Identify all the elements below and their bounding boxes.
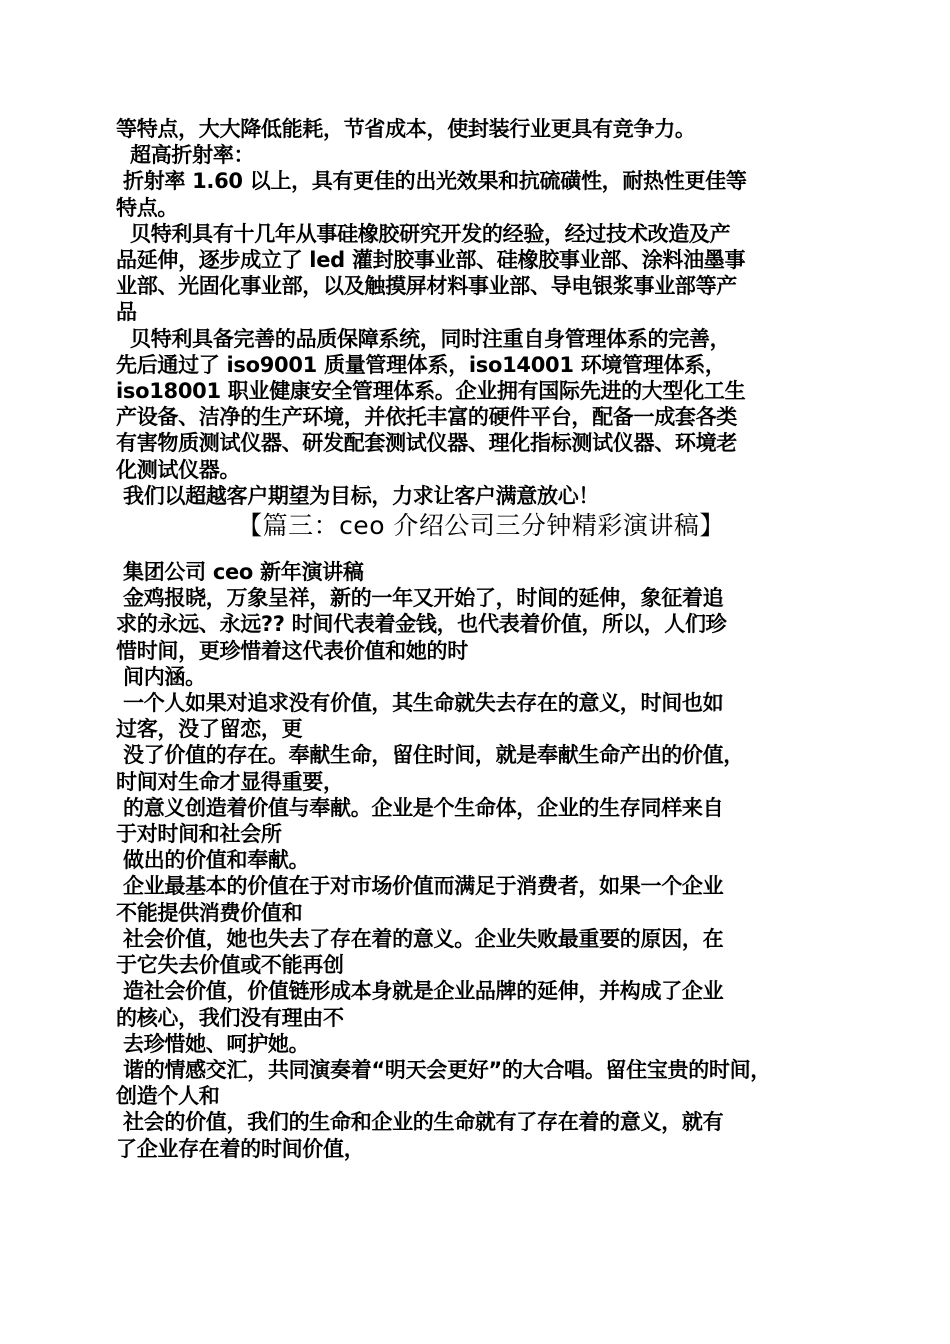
text-line: 金鸡报晓，万象呈祥，新的一年又开始了，时间的延伸，象征着追 bbox=[116, 586, 724, 611]
text-line: 于它失去价值或不能再创 bbox=[116, 953, 344, 978]
text-line: 业部、光固化事业部，以及触摸屏材料事业部、导电银浆事业部等产 bbox=[116, 274, 737, 299]
text-line: 时间对生命才显得重要， bbox=[116, 769, 344, 794]
text-line: 了企业存在着的时间价值， bbox=[116, 1136, 365, 1161]
text-line: 我们以超越客户期望为目标，力求让客户满意放心！ bbox=[116, 483, 600, 508]
text-line: 间内涵。 bbox=[116, 664, 206, 689]
text-line: 求的永远、永远?? 时间代表着金钱，也代表着价值，所以，人们珍 bbox=[116, 612, 727, 637]
text-line: 社会的价值，我们的生命和企业的生命就有了存在着的意义，就有 bbox=[116, 1110, 724, 1135]
text-line: 造社会价值，价值链形成本身就是企业品牌的延伸，并构成了企业 bbox=[116, 979, 724, 1004]
text-line: 社会价值，她也失去了存在着的意义。企业失败最重要的原因，在 bbox=[116, 926, 724, 951]
text-line: 一个人如果对追求没有价值，其生命就失去存在的意义，时间也如 bbox=[116, 691, 724, 716]
text-line: 品 bbox=[116, 300, 137, 325]
text-line: 贝特利具有十几年从事硅橡胶研究开发的经验，经过技术改造及产 bbox=[116, 221, 731, 246]
text-line: 于对时间和社会所 bbox=[116, 822, 282, 847]
document-body bbox=[116, 116, 846, 1162]
text-line: 去珍惜她、呵护她。 bbox=[116, 1031, 310, 1056]
text-line: 有害物质测试仪器、研发配套测试仪器、理化指标测试仪器、环境老 bbox=[116, 431, 737, 456]
text-line: 特点。 bbox=[116, 195, 179, 220]
text-line: 不能提供消费价值和 bbox=[116, 900, 303, 925]
text-line: iso18001 职业健康安全管理体系。企业拥有国际先进的大型化工生 bbox=[116, 379, 746, 404]
text-line: 做出的价值和奉献。 bbox=[116, 848, 310, 873]
text-line: 惜时间，更珍惜着这代表价值和她的时 bbox=[116, 638, 468, 663]
speech-title: 集团公司 ceo 新年演讲稿 bbox=[116, 560, 364, 585]
text-line: 的意义创造着价值与奉献。企业是个生命体，企业的生存同样来自 bbox=[116, 795, 724, 820]
text-line: 过客，没了留恋，更 bbox=[116, 717, 303, 742]
text-line: 化测试仪器。 bbox=[116, 457, 241, 482]
text-line: 谐的情感交汇，共同演奏着“明天会更好”的大合唱。留住宝贵的时间， bbox=[116, 1057, 772, 1082]
text-line: 先后通过了 iso9001 质量管理体系，iso14001 环境管理体系， bbox=[116, 352, 726, 377]
text-line: 没了价值的存在。奉献生命，留住时间，就是奉献生命产出的价值， bbox=[116, 743, 745, 768]
text-line: 企业最基本的价值在于对市场价值而满足于消费者，如果一个企业 bbox=[116, 874, 724, 899]
text-line: 超高折射率： bbox=[116, 143, 255, 168]
text-line: 品延伸，逐步成立了 led 灌封胶事业部、硅橡胶事业部、涂料油墨事 bbox=[116, 248, 746, 273]
text-line: 的核心，我们没有理由不 bbox=[116, 1005, 344, 1030]
text-line: 等特点，大大降低能耗，节省成本，使封装行业更具有竞争力。 bbox=[116, 117, 696, 141]
text-line: 创造个人和 bbox=[116, 1084, 220, 1109]
text-line: 贝特利具备完善的品质保障系统，同时注重自身管理体系的完善， bbox=[116, 326, 731, 351]
section-heading: 【篇三：ceo 介绍公司三分钟精彩演讲稿】 bbox=[237, 511, 725, 541]
text-line: 折射率 1.60 以上，具有更佳的出光效果和抗硫磺性，耐热性更佳等 bbox=[116, 169, 747, 194]
text-line: 产设备、洁净的生产环境，并依托丰富的硬件平台，配备一成套各类 bbox=[116, 405, 737, 430]
